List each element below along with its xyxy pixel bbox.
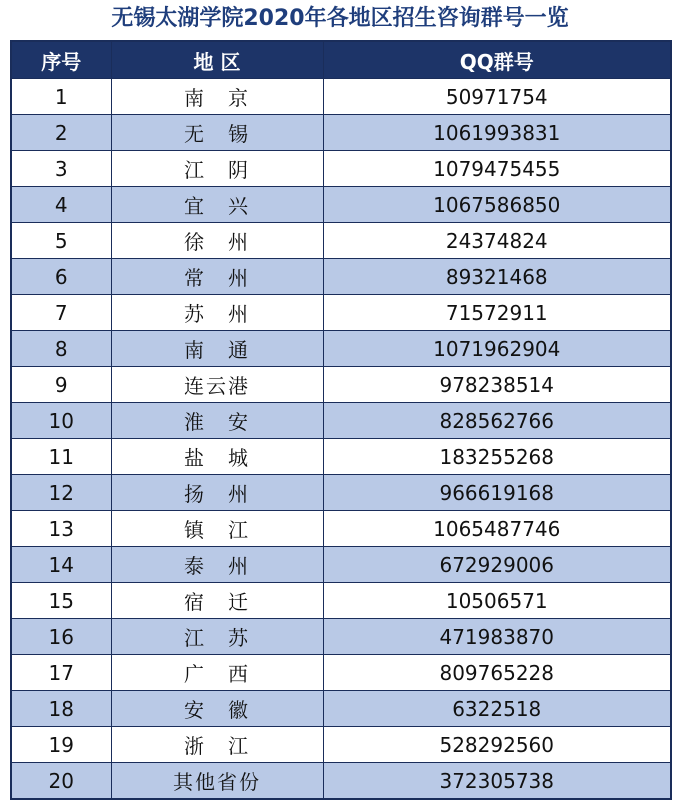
- table-row: [11, 691, 671, 727]
- table-row: [11, 439, 671, 475]
- row-qq-number: 1067586850: [323, 187, 671, 223]
- row-region: 盐 城: [111, 439, 323, 475]
- row-qq-number: 71572911: [323, 295, 671, 331]
- row-index: 9: [11, 367, 111, 403]
- row-region: 南 京: [111, 79, 323, 115]
- row-region: 淮 安: [111, 403, 323, 439]
- row-index: 20: [11, 763, 111, 800]
- header-region: 地 区: [111, 41, 323, 79]
- table-row: [11, 403, 671, 439]
- row-qq-number: 1071962904: [323, 331, 671, 367]
- table-row: [11, 367, 671, 403]
- row-region: 安 徽: [111, 691, 323, 727]
- row-qq-number: 809765228: [323, 655, 671, 691]
- row-region: 江 苏: [111, 619, 323, 655]
- table-row: [11, 259, 671, 295]
- row-index: 3: [11, 151, 111, 187]
- row-qq-number: 372305738: [323, 763, 671, 800]
- row-qq-number: 183255268: [323, 439, 671, 475]
- header-qq-group: QQ群号: [323, 41, 671, 79]
- row-qq-number: 1079475455: [323, 151, 671, 187]
- row-index: 6: [11, 259, 111, 295]
- table-body: [11, 79, 671, 800]
- table-row: [11, 79, 671, 115]
- row-index: 7: [11, 295, 111, 331]
- qq-group-table-container: [10, 40, 670, 800]
- row-region: 连云港: [111, 367, 323, 403]
- row-qq-number: 89321468: [323, 259, 671, 295]
- row-qq-number: 24374824: [323, 223, 671, 259]
- table-header-row: [11, 41, 671, 79]
- table-row: [11, 583, 671, 619]
- header-index: 序号: [11, 41, 111, 79]
- row-index: 1: [11, 79, 111, 115]
- row-index: 14: [11, 547, 111, 583]
- row-region: 其他省份: [111, 763, 323, 800]
- row-index: 4: [11, 187, 111, 223]
- table-row: [11, 223, 671, 259]
- row-index: 19: [11, 727, 111, 763]
- row-index: 17: [11, 655, 111, 691]
- row-region: 苏 州: [111, 295, 323, 331]
- table-row: [11, 331, 671, 367]
- row-qq-number: 828562766: [323, 403, 671, 439]
- row-index: 12: [11, 475, 111, 511]
- row-qq-number: 471983870: [323, 619, 671, 655]
- table-row: [11, 547, 671, 583]
- row-region: 宿 迁: [111, 583, 323, 619]
- table-row: [11, 655, 671, 691]
- table-row: [11, 619, 671, 655]
- row-qq-number: 528292560: [323, 727, 671, 763]
- row-region: 常 州: [111, 259, 323, 295]
- row-qq-number: 10506571: [323, 583, 671, 619]
- row-qq-number: 1065487746: [323, 511, 671, 547]
- row-qq-number: 1061993831: [323, 115, 671, 151]
- row-qq-number: 966619168: [323, 475, 671, 511]
- row-qq-number: 6322518: [323, 691, 671, 727]
- row-region: 泰 州: [111, 547, 323, 583]
- row-index: 15: [11, 583, 111, 619]
- row-index: 11: [11, 439, 111, 475]
- row-index: 5: [11, 223, 111, 259]
- row-index: 16: [11, 619, 111, 655]
- row-region: 无 锡: [111, 115, 323, 151]
- row-index: 8: [11, 331, 111, 367]
- row-index: 2: [11, 115, 111, 151]
- table-row: [11, 187, 671, 223]
- row-qq-number: 978238514: [323, 367, 671, 403]
- row-region: 徐 州: [111, 223, 323, 259]
- page-title: 无锡太湖学院2020年各地区招生咨询群号一览: [111, 6, 569, 31]
- table-row: [11, 511, 671, 547]
- row-region: 扬 州: [111, 475, 323, 511]
- row-qq-number: 50971754: [323, 79, 671, 115]
- table-row: [11, 151, 671, 187]
- row-region: 江 阴: [111, 151, 323, 187]
- table-row: [11, 763, 671, 800]
- row-region: 镇 江: [111, 511, 323, 547]
- table-row: [11, 295, 671, 331]
- row-region: 浙 江: [111, 727, 323, 763]
- row-index: 13: [11, 511, 111, 547]
- row-region: 宜 兴: [111, 187, 323, 223]
- row-region: 南 通: [111, 331, 323, 367]
- row-index: 10: [11, 403, 111, 439]
- row-qq-number: 672929006: [323, 547, 671, 583]
- qq-group-table: [10, 40, 672, 800]
- table-row: [11, 727, 671, 763]
- table-row: [11, 115, 671, 151]
- table-row: [11, 475, 671, 511]
- row-index: 18: [11, 691, 111, 727]
- row-region: 广 西: [111, 655, 323, 691]
